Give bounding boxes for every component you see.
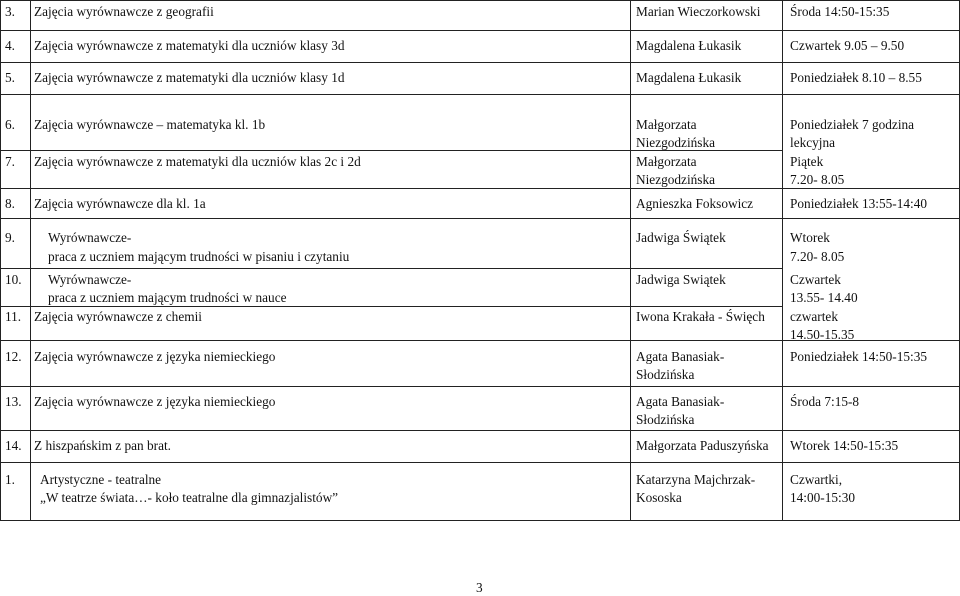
schedule-time: lekcyjna — [790, 135, 836, 150]
row-number: 14. — [5, 438, 22, 453]
schedule-time: 14:00-15:30 — [790, 490, 856, 505]
teacher: Katarzyna Majchrzak- — [636, 472, 756, 487]
subject: Wyrównawcze- — [48, 272, 132, 287]
subject: Zajęcia wyrównawcze z chemii — [34, 309, 202, 324]
subject: Zajęcia wyrównawcze z matematyki dla uczniów klasy 3d — [34, 38, 345, 53]
row-number: 13. — [5, 394, 22, 409]
schedule-time: Wtorek — [790, 230, 830, 245]
teacher: Niezgodzińska — [636, 172, 716, 187]
page-number: 3 — [476, 580, 483, 595]
schedule-time: Poniedziałek 7 godzina — [790, 117, 915, 132]
subject: „W teatrze świata…- koło teatralne dla gimnazjalistów” — [40, 490, 339, 505]
teacher: Magdalena Łukasik — [636, 70, 742, 85]
subject: Zajęcia wyrównawcze – matematyka kl. 1b — [34, 117, 266, 132]
subject: Zajęcia wyrównawcze z języka niemieckiego — [34, 394, 276, 409]
schedule-time: Czwartki, — [790, 472, 843, 487]
schedule-time: 14.50-15.35 — [790, 327, 855, 342]
teacher: Agata Banasiak- — [636, 394, 725, 409]
row-number: 4. — [5, 38, 15, 53]
teacher: Małgorzata — [636, 154, 697, 169]
row-number: 1. — [5, 472, 15, 487]
row-number: 8. — [5, 196, 15, 211]
subject: Zajęcia wyrównawcze z matematyki dla uczniów klasy 1d — [34, 70, 345, 85]
schedule-time: 13.55- 14.40 — [790, 290, 858, 305]
teacher: Agnieszka Foksowicz — [636, 196, 754, 211]
subject: Z hiszpańskim z pan brat. — [34, 438, 171, 453]
schedule-time: Poniedziałek 13:55-14:40 — [790, 196, 928, 211]
row-number: 12. — [5, 349, 22, 364]
teacher: Iwona Krakała - Święch — [636, 309, 765, 324]
schedule-time: 7.20- 8.05 — [790, 172, 845, 187]
row-number: 7. — [5, 154, 15, 169]
schedule-time: Piątek — [790, 154, 824, 169]
subject: Zajęcia wyrównawcze dla kl. 1a — [34, 196, 206, 211]
subject: Artystyczne - teatralne — [40, 472, 162, 487]
teacher: Magdalena Łukasik — [636, 38, 742, 53]
schedule-time: Środa 14:50-15:35 — [790, 4, 890, 19]
schedule-time: Poniedziałek 14:50-15:35 — [790, 349, 928, 364]
teacher: Jadwiga Świątek — [636, 230, 726, 245]
subject: Zajęcia wyrównawcze z matematyki dla uczniów klas 2c i 2d — [34, 154, 361, 169]
row-number: 9. — [5, 230, 15, 245]
row-number: 6. — [5, 117, 15, 132]
teacher: Słodzińska — [636, 367, 695, 382]
teacher: Niezgodzińska — [636, 135, 716, 150]
schedule-time: Wtorek 14:50-15:35 — [790, 438, 899, 453]
schedule-time: Czwartek — [790, 272, 841, 287]
teacher: Jadwiga Swiątek — [636, 272, 726, 287]
schedule-time: czwartek — [790, 309, 838, 324]
row-number: 10. — [5, 272, 22, 287]
teacher: Kososka — [636, 490, 682, 505]
teacher: Słodzińska — [636, 412, 695, 427]
subject: Zajęcia wyrównawcze z geografii — [34, 4, 214, 19]
teacher: Marian Wieczorkowski — [636, 4, 761, 19]
teacher: Małgorzata — [636, 117, 697, 132]
schedule-time: Środa 7:15-8 — [790, 394, 860, 409]
teacher: Małgorzata Paduszyńska — [636, 438, 769, 453]
row-number: 11. — [5, 309, 22, 324]
teacher: Agata Banasiak- — [636, 349, 725, 364]
row-number: 5. — [5, 70, 15, 85]
subject: praca z uczniem mającym trudności w nauce — [48, 290, 287, 305]
schedule-time: Czwartek 9.05 – 9.50 — [790, 38, 905, 53]
subject: Wyrównawcze- — [48, 230, 132, 245]
schedule-time: 7.20- 8.05 — [790, 249, 845, 264]
schedule-time: Poniedziałek 8.10 – 8.55 — [790, 70, 922, 85]
row-number: 3. — [5, 4, 15, 19]
subject: praca z uczniem mającym trudności w pisaniu i czytaniu — [48, 249, 350, 264]
subject: Zajęcia wyrównawcze z języka niemieckiego — [34, 349, 276, 364]
